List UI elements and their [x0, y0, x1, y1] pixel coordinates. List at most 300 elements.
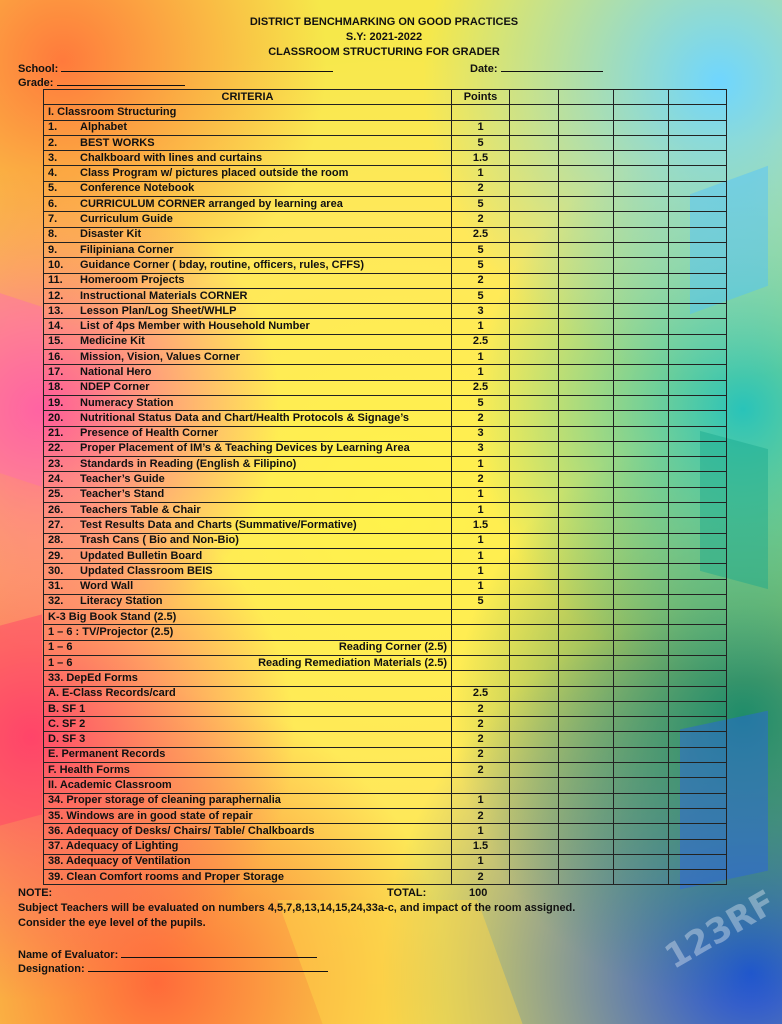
- item-number: 32.: [48, 595, 64, 608]
- blank-cell[interactable]: [669, 288, 727, 303]
- blank-cell[interactable]: [669, 839, 727, 854]
- points-cell: 3: [452, 304, 510, 319]
- item-number: 30.: [48, 564, 64, 577]
- blank-cell[interactable]: [559, 181, 614, 196]
- blank-cell[interactable]: [510, 579, 559, 594]
- table-row: [44, 824, 727, 839]
- item-label: Teacher’s Stand: [80, 488, 165, 501]
- blank-cell[interactable]: [669, 640, 727, 655]
- item-label: Word Wall: [80, 580, 134, 593]
- blank-cell[interactable]: [669, 258, 727, 273]
- blank-cell[interactable]: [614, 426, 669, 441]
- table-row: [44, 441, 727, 456]
- blank-cell[interactable]: [669, 548, 727, 563]
- item-number: 2.: [48, 136, 58, 149]
- blank-cell[interactable]: [510, 120, 559, 135]
- blank-header: [559, 90, 614, 105]
- blank-cell[interactable]: [669, 380, 727, 395]
- points-cell: 2.5: [452, 227, 510, 242]
- blank-cell[interactable]: [559, 548, 614, 563]
- blank-cell[interactable]: [559, 640, 614, 655]
- blank-cell[interactable]: [510, 671, 559, 686]
- blank-cell[interactable]: [614, 365, 669, 380]
- item-label: Lesson Plan/Log Sheet/WHLP: [80, 304, 237, 317]
- blank-cell[interactable]: [559, 533, 614, 548]
- blank-cell[interactable]: [559, 426, 614, 441]
- blank-cell[interactable]: [614, 487, 669, 502]
- blank-cell[interactable]: [614, 701, 669, 716]
- blank-cell[interactable]: [510, 105, 559, 120]
- points-cell: 1: [452, 319, 510, 334]
- points-cell: 2: [452, 717, 510, 732]
- blank-cell[interactable]: [669, 242, 727, 257]
- blank-cell[interactable]: [559, 411, 614, 426]
- item-label: Reading Corner (2.5): [338, 641, 447, 654]
- item-label: Class Program w/ pictures placed outside the room: [80, 167, 349, 180]
- designation-field[interactable]: [18, 961, 328, 975]
- blank-cell[interactable]: [669, 212, 727, 227]
- blank-cell[interactable]: [559, 212, 614, 227]
- evaluator-label: Name of Evaluator:: [18, 949, 119, 961]
- blank-cell[interactable]: [559, 564, 614, 579]
- blank-cell[interactable]: [669, 319, 727, 334]
- blank-cell[interactable]: [614, 181, 669, 196]
- criteria-cell: [44, 242, 452, 257]
- criteria-cell: [44, 533, 452, 548]
- blank-cell[interactable]: [510, 411, 559, 426]
- blank-cell[interactable]: [510, 151, 559, 166]
- blank-cell[interactable]: [614, 824, 669, 839]
- blank-cell[interactable]: [669, 671, 727, 686]
- table-row: [44, 426, 727, 441]
- blank-cell[interactable]: [614, 457, 669, 472]
- blank-cell[interactable]: [614, 334, 669, 349]
- blank-cell[interactable]: [669, 533, 727, 548]
- grade-range: 1 – 6 : TV/Projector (2.5): [48, 626, 174, 639]
- item-label: Trash Cans ( Bio and Non-Bio): [80, 534, 239, 547]
- blank-cell[interactable]: [559, 747, 614, 762]
- blank-cell[interactable]: [510, 625, 559, 640]
- blank-cell[interactable]: [669, 411, 727, 426]
- watermark: 123RF: [658, 882, 782, 978]
- item-label: List of 4ps Member with Household Number: [80, 320, 310, 333]
- criteria-cell: [44, 487, 452, 502]
- blank-cell[interactable]: [510, 135, 559, 150]
- blank-cell[interactable]: [614, 610, 669, 625]
- blank-cell[interactable]: [510, 350, 559, 365]
- blank-cell[interactable]: [669, 135, 727, 150]
- criteria-cell: B. SF 1: [44, 701, 452, 716]
- blank-cell[interactable]: [559, 304, 614, 319]
- item-number: 22.: [48, 442, 64, 455]
- doc-school-year: S.Y: 2021-2022: [345, 31, 423, 43]
- blank-cell[interactable]: [559, 610, 614, 625]
- blank-cell[interactable]: [614, 579, 669, 594]
- blank-cell[interactable]: [559, 778, 614, 793]
- item-label: Test Results Data and Charts (Summative/Formative): [80, 518, 357, 531]
- blank-cell[interactable]: [510, 564, 559, 579]
- blank-cell[interactable]: [669, 151, 727, 166]
- blank-cell[interactable]: [669, 564, 727, 579]
- item-label: Curriculum Guide: [80, 213, 173, 226]
- blank-cell[interactable]: [510, 242, 559, 257]
- evaluator-field[interactable]: [18, 947, 317, 961]
- criteria-table: [43, 89, 727, 885]
- criteria-cell: [44, 610, 452, 625]
- blank-cell[interactable]: [669, 793, 727, 808]
- blank-cell[interactable]: [510, 457, 559, 472]
- blank-cell[interactable]: [510, 181, 559, 196]
- blank-cell[interactable]: [614, 763, 669, 778]
- blank-cell[interactable]: [510, 778, 559, 793]
- table-row: [44, 319, 727, 334]
- blank-cell[interactable]: [510, 732, 559, 747]
- blank-cell[interactable]: [510, 258, 559, 273]
- blank-cell[interactable]: [559, 717, 614, 732]
- blank-cell[interactable]: [510, 472, 559, 487]
- blank-cell[interactable]: [559, 579, 614, 594]
- blank-cell[interactable]: [559, 288, 614, 303]
- blank-cell[interactable]: [614, 212, 669, 227]
- blank-cell[interactable]: [510, 288, 559, 303]
- deped-title: 33. DepEd Forms: [44, 671, 452, 686]
- criteria-cell: [44, 625, 452, 640]
- blank-cell[interactable]: [559, 258, 614, 273]
- blank-cell[interactable]: [614, 227, 669, 242]
- item-number: 23.: [48, 457, 64, 470]
- blank-cell[interactable]: [614, 870, 669, 885]
- blank-cell[interactable]: [669, 732, 727, 747]
- blank-cell[interactable]: [614, 808, 669, 823]
- blank-cell[interactable]: [559, 701, 614, 716]
- table-row: [44, 288, 727, 303]
- blank-cell[interactable]: [559, 839, 614, 854]
- item-label: Teacher’s Guide: [80, 473, 165, 486]
- blank-cell[interactable]: [614, 151, 669, 166]
- blank-cell[interactable]: [510, 610, 559, 625]
- blank-cell[interactable]: [510, 717, 559, 732]
- points-cell: 1.5: [452, 839, 510, 854]
- blank-cell[interactable]: [669, 610, 727, 625]
- date-field[interactable]: [470, 61, 603, 75]
- blank-cell[interactable]: [614, 533, 669, 548]
- table-row: [44, 227, 727, 242]
- blank-cell[interactable]: [669, 166, 727, 181]
- table-row: [44, 655, 727, 670]
- blank-cell[interactable]: [669, 105, 727, 120]
- grade-field[interactable]: [18, 75, 185, 89]
- table-row: [44, 793, 727, 808]
- blank-cell[interactable]: [510, 503, 559, 518]
- blank-cell[interactable]: [559, 380, 614, 395]
- blank-cell[interactable]: [614, 319, 669, 334]
- blank-cell[interactable]: [614, 120, 669, 135]
- table-row: [44, 579, 727, 594]
- blank-cell[interactable]: [614, 518, 669, 533]
- background-shape: [0, 293, 42, 487]
- criteria-cell: F. Health Forms: [44, 763, 452, 778]
- blank-cell[interactable]: [559, 671, 614, 686]
- blank-cell[interactable]: [614, 625, 669, 640]
- criteria-cell: [44, 411, 452, 426]
- blank-cell[interactable]: [510, 763, 559, 778]
- blank-cell[interactable]: [559, 518, 614, 533]
- blank-cell[interactable]: [614, 395, 669, 410]
- blank-cell[interactable]: [510, 640, 559, 655]
- blank-cell[interactable]: [559, 365, 614, 380]
- blank-cell[interactable]: [614, 441, 669, 456]
- blank-cell[interactable]: [614, 166, 669, 181]
- criteria-cell: [44, 288, 452, 303]
- blank-cell[interactable]: [669, 426, 727, 441]
- blank-cell[interactable]: [510, 334, 559, 349]
- blank-cell[interactable]: [510, 441, 559, 456]
- points-cell: 2.5: [452, 686, 510, 701]
- blank-cell[interactable]: [614, 640, 669, 655]
- item-label: Reading Remediation Materials (2.5): [258, 656, 447, 669]
- blank-cell[interactable]: [614, 686, 669, 701]
- blank-cell[interactable]: [669, 227, 727, 242]
- points-cell: 1: [452, 564, 510, 579]
- blank-cell[interactable]: [614, 655, 669, 670]
- blank-cell[interactable]: [559, 808, 614, 823]
- blank-cell[interactable]: [669, 763, 727, 778]
- blank-cell[interactable]: [510, 533, 559, 548]
- blank-cell[interactable]: [669, 273, 727, 288]
- blank-cell[interactable]: [559, 472, 614, 487]
- blank-cell[interactable]: [510, 319, 559, 334]
- blank-cell[interactable]: [614, 548, 669, 563]
- item-number: 8.: [48, 228, 58, 241]
- blank-cell[interactable]: [510, 166, 559, 181]
- blank-cell[interactable]: [559, 227, 614, 242]
- blank-cell[interactable]: [559, 395, 614, 410]
- criteria-cell: [44, 181, 452, 196]
- blank-cell[interactable]: [510, 824, 559, 839]
- blank-cell[interactable]: [614, 380, 669, 395]
- blank-cell[interactable]: [614, 105, 669, 120]
- blank-cell[interactable]: [510, 380, 559, 395]
- blank-cell[interactable]: [510, 870, 559, 885]
- blank-header: [669, 90, 727, 105]
- blank-cell[interactable]: [669, 181, 727, 196]
- blank-cell[interactable]: [510, 487, 559, 502]
- table-row: [44, 763, 727, 778]
- item-label: Homeroom Projects: [80, 274, 185, 287]
- blank-cell[interactable]: [510, 808, 559, 823]
- points-cell: 2: [452, 212, 510, 227]
- blank-cell[interactable]: [510, 793, 559, 808]
- blank-cell[interactable]: [559, 457, 614, 472]
- blank-cell[interactable]: [559, 763, 614, 778]
- criteria-cell: [44, 518, 452, 533]
- table-row: [44, 350, 727, 365]
- blank-cell[interactable]: [510, 701, 559, 716]
- blank-cell[interactable]: [669, 472, 727, 487]
- blank-cell[interactable]: [614, 778, 669, 793]
- blank-cell[interactable]: [510, 426, 559, 441]
- table-row: [44, 839, 727, 854]
- blank-cell[interactable]: [559, 487, 614, 502]
- points-header: Points: [452, 90, 510, 105]
- blank-cell[interactable]: [614, 594, 669, 609]
- blank-cell[interactable]: [614, 854, 669, 869]
- blank-cell[interactable]: [614, 747, 669, 762]
- blank-cell[interactable]: [614, 197, 669, 212]
- blank-cell[interactable]: [510, 304, 559, 319]
- blank-cell[interactable]: [614, 503, 669, 518]
- blank-cell[interactable]: [669, 870, 727, 885]
- blank-cell[interactable]: [669, 824, 727, 839]
- blank-cell[interactable]: [614, 732, 669, 747]
- item-number: 13.: [48, 304, 64, 317]
- blank-cell[interactable]: [614, 839, 669, 854]
- blank-cell[interactable]: [510, 594, 559, 609]
- blank-cell[interactable]: [614, 258, 669, 273]
- blank-cell[interactable]: [669, 350, 727, 365]
- blank-cell[interactable]: [510, 548, 559, 563]
- item-number: 19.: [48, 396, 64, 409]
- blank-cell[interactable]: [669, 701, 727, 716]
- blank-cell[interactable]: [510, 365, 559, 380]
- blank-cell[interactable]: [510, 395, 559, 410]
- blank-cell[interactable]: [669, 487, 727, 502]
- blank-cell[interactable]: [559, 319, 614, 334]
- blank-cell[interactable]: [559, 120, 614, 135]
- blank-cell[interactable]: [559, 273, 614, 288]
- blank-cell[interactable]: [669, 197, 727, 212]
- blank-cell[interactable]: [614, 793, 669, 808]
- blank-cell[interactable]: [614, 564, 669, 579]
- criteria-cell: [44, 135, 452, 150]
- blank-cell[interactable]: [669, 503, 727, 518]
- blank-cell[interactable]: [669, 778, 727, 793]
- blank-cell[interactable]: [559, 135, 614, 150]
- blank-cell[interactable]: [559, 151, 614, 166]
- item-number: 1.: [48, 121, 58, 134]
- blank-cell[interactable]: [669, 655, 727, 670]
- blank-cell[interactable]: [614, 242, 669, 257]
- blank-cell[interactable]: [614, 671, 669, 686]
- blank-cell[interactable]: [510, 227, 559, 242]
- blank-cell[interactable]: [669, 120, 727, 135]
- criteria-cell: [44, 227, 452, 242]
- table-header-row: [44, 90, 727, 105]
- blank-cell[interactable]: [669, 717, 727, 732]
- blank-cell[interactable]: [559, 503, 614, 518]
- blank-cell[interactable]: [559, 625, 614, 640]
- table-row: [44, 273, 727, 288]
- blank-cell[interactable]: [559, 350, 614, 365]
- points-cell: 1: [452, 548, 510, 563]
- blank-cell[interactable]: [559, 686, 614, 701]
- blank-cell[interactable]: [669, 518, 727, 533]
- blank-cell[interactable]: [510, 655, 559, 670]
- item-label: Conference Notebook: [80, 182, 195, 195]
- blank-cell[interactable]: [614, 717, 669, 732]
- blank-cell[interactable]: [559, 197, 614, 212]
- blank-cell[interactable]: [614, 411, 669, 426]
- points-cell: 2: [452, 472, 510, 487]
- item-number: 20.: [48, 411, 64, 424]
- blank-cell[interactable]: [559, 793, 614, 808]
- blank-cell[interactable]: [669, 395, 727, 410]
- blank-cell[interactable]: [614, 350, 669, 365]
- blank-cell[interactable]: [669, 579, 727, 594]
- blank-cell[interactable]: [669, 854, 727, 869]
- criteria-cell: [44, 426, 452, 441]
- blank-cell[interactable]: [614, 135, 669, 150]
- blank-cell[interactable]: [669, 625, 727, 640]
- item-label: Updated Classroom BEIS: [80, 564, 213, 577]
- blank-cell[interactable]: [510, 747, 559, 762]
- item-number: 4.: [48, 167, 58, 180]
- item-number: 26.: [48, 503, 64, 516]
- blank-cell[interactable]: [559, 655, 614, 670]
- blank-cell[interactable]: [669, 747, 727, 762]
- points-cell: 1: [452, 166, 510, 181]
- blank-cell[interactable]: [559, 870, 614, 885]
- blank-cell[interactable]: [669, 441, 727, 456]
- blank-cell[interactable]: [614, 472, 669, 487]
- table-row: [44, 395, 727, 410]
- blank-cell[interactable]: [614, 304, 669, 319]
- blank-cell[interactable]: [559, 854, 614, 869]
- points-cell: 2.5: [452, 380, 510, 395]
- blank-cell[interactable]: [559, 166, 614, 181]
- blank-cell[interactable]: [669, 594, 727, 609]
- blank-cell[interactable]: [669, 686, 727, 701]
- item-label: Updated Bulletin Board: [80, 549, 203, 562]
- total-label: TOTAL:: [387, 887, 427, 899]
- blank-cell[interactable]: [559, 594, 614, 609]
- blank-cell[interactable]: [669, 808, 727, 823]
- blank-cell[interactable]: [669, 457, 727, 472]
- item-number: 7.: [48, 213, 58, 226]
- blank-cell[interactable]: [510, 212, 559, 227]
- blank-cell[interactable]: [559, 242, 614, 257]
- blank-cell[interactable]: [510, 518, 559, 533]
- blank-cell[interactable]: [669, 365, 727, 380]
- blank-cell[interactable]: [559, 334, 614, 349]
- blank-cell[interactable]: [559, 824, 614, 839]
- blank-cell[interactable]: [669, 334, 727, 349]
- blank-cell[interactable]: [614, 273, 669, 288]
- blank-cell[interactable]: [510, 273, 559, 288]
- blank-cell[interactable]: [614, 288, 669, 303]
- blank-cell[interactable]: [510, 839, 559, 854]
- criteria-cell: [44, 212, 452, 227]
- points-cell: 1: [452, 533, 510, 548]
- school-field[interactable]: [18, 61, 333, 75]
- blank-cell[interactable]: [510, 854, 559, 869]
- blank-cell[interactable]: [510, 686, 559, 701]
- criteria-cell: [44, 120, 452, 135]
- points-cell: 2: [452, 701, 510, 716]
- table-row: [44, 212, 727, 227]
- school-line: [61, 61, 333, 72]
- criteria-cell: [44, 395, 452, 410]
- blank-cell[interactable]: [510, 197, 559, 212]
- grade-range: K-3 Big Book Stand (2.5): [48, 610, 177, 623]
- blank-cell[interactable]: [669, 304, 727, 319]
- blank-cell[interactable]: [559, 105, 614, 120]
- criteria-cell: [44, 380, 452, 395]
- blank-cell[interactable]: [559, 732, 614, 747]
- points-cell: [452, 625, 510, 640]
- points-cell: 5: [452, 242, 510, 257]
- blank-cell[interactable]: [559, 441, 614, 456]
